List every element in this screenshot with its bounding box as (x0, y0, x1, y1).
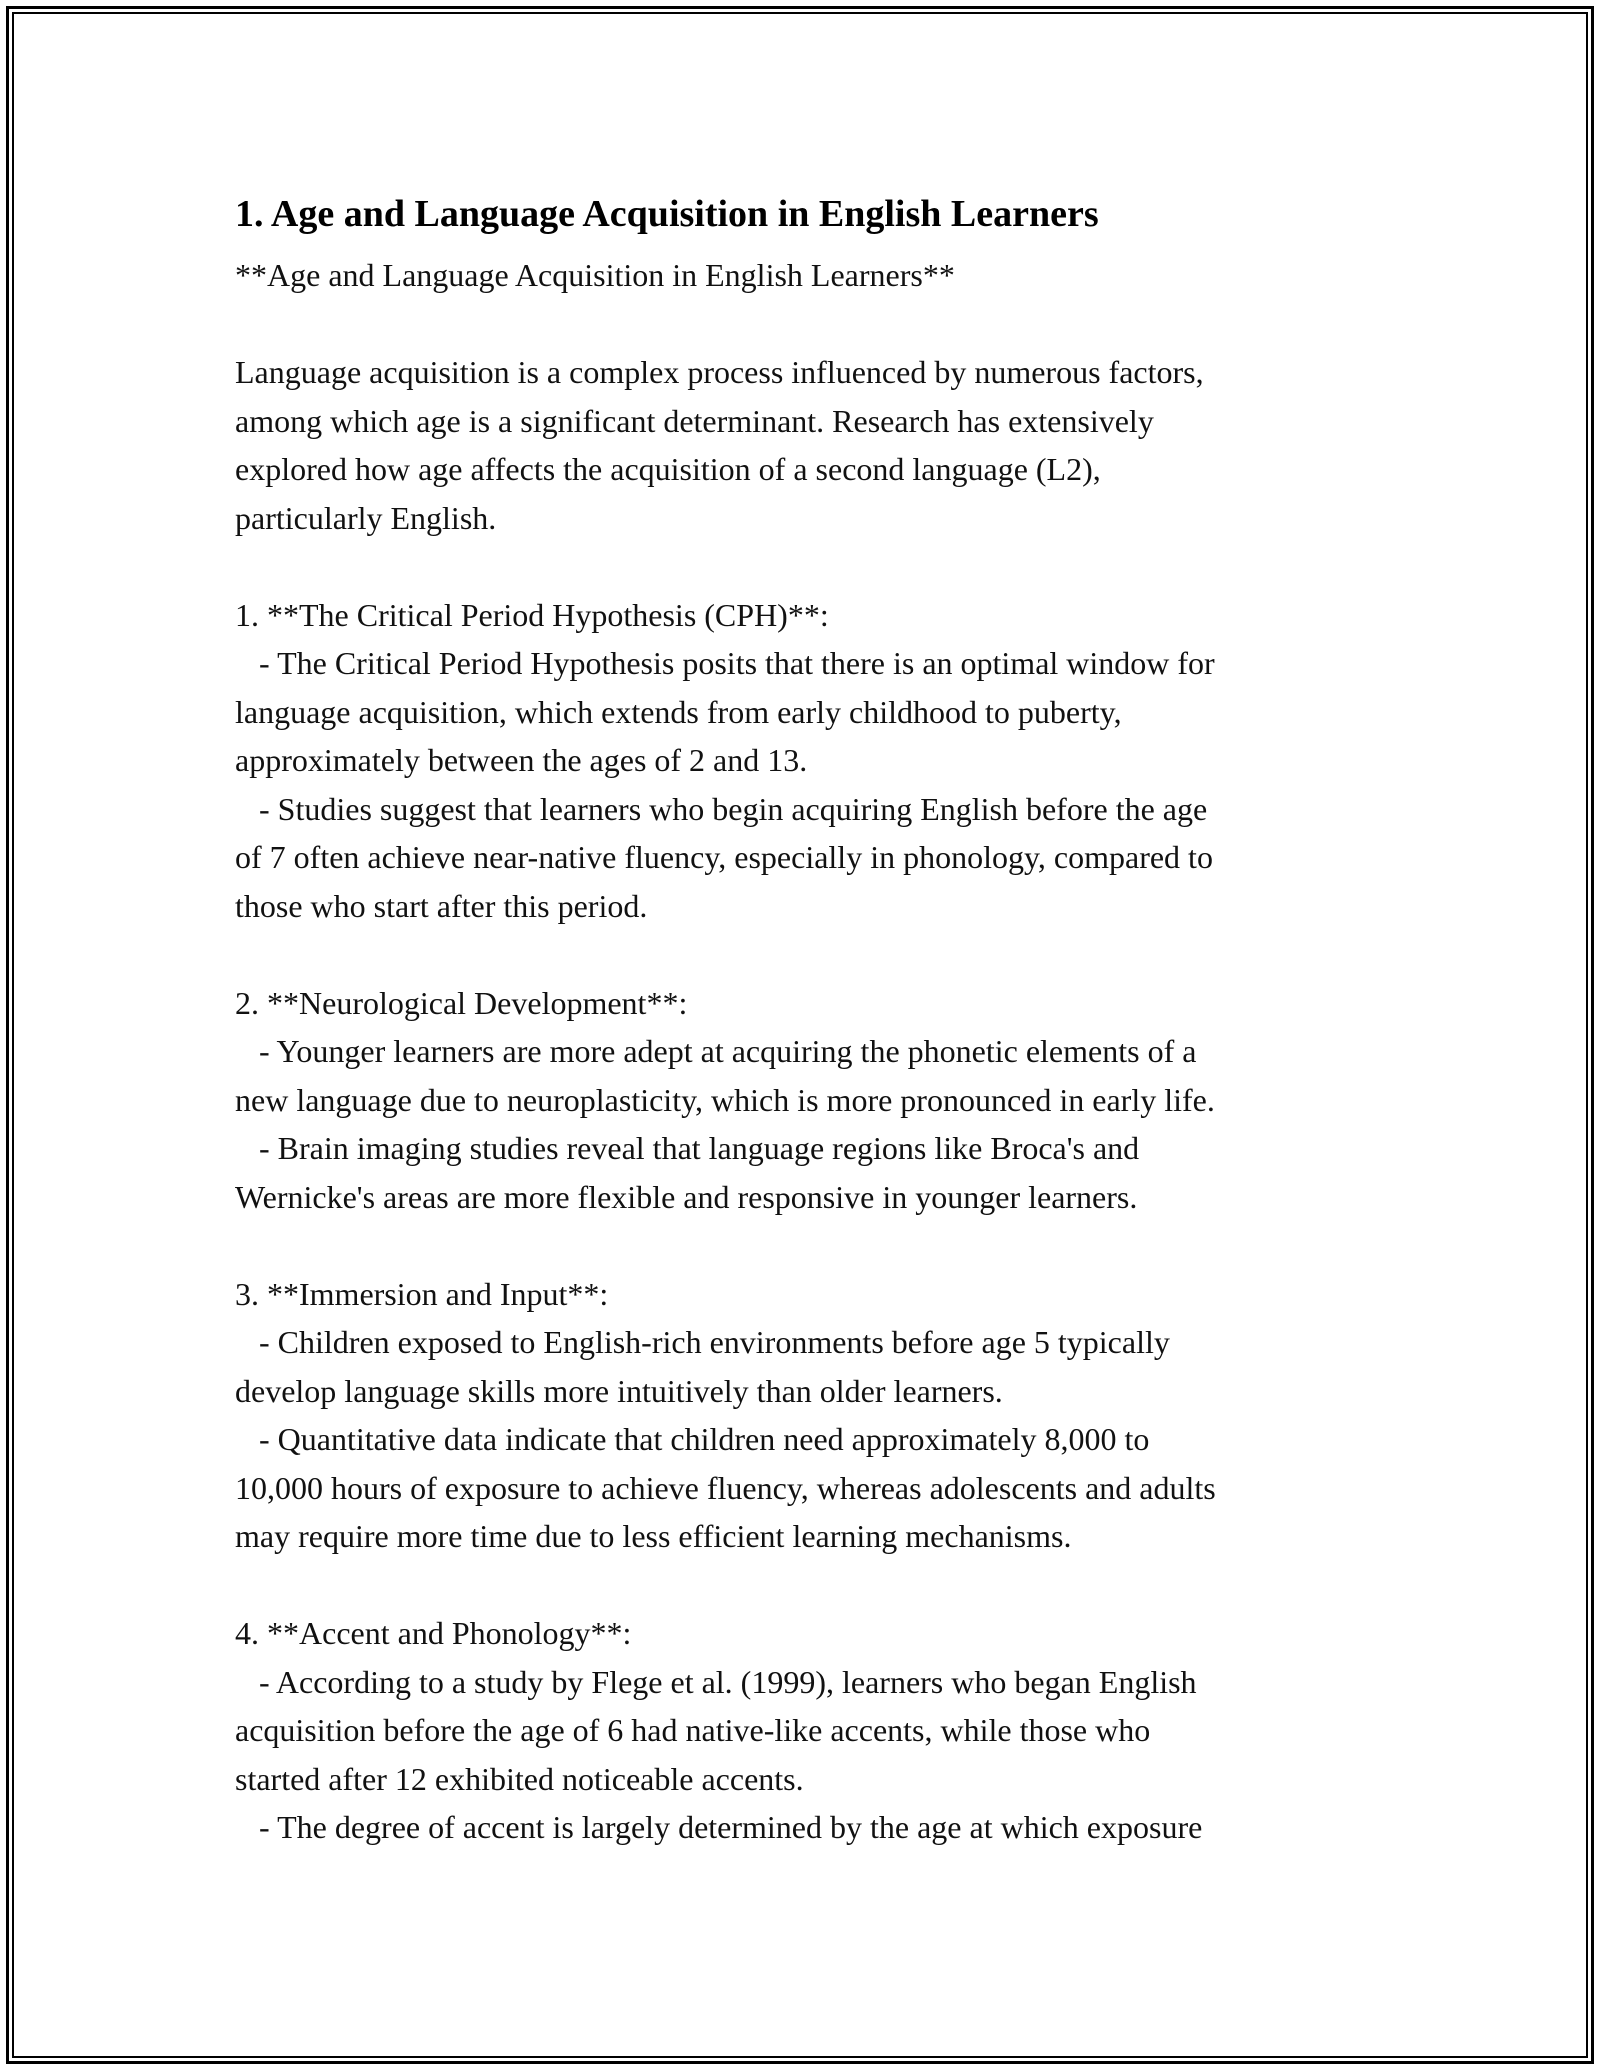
document-body-text: **Age and Language Acquisition in English Learners** Language acquisition is a complex process influenced by numerous factors, among which age is a significant determinant. Research has extensively explored how age affects the acquisition of a second language (L2), particularly English. 1. **The Critical Period Hypothesis (CPH)**: - The Critical Period Hypothesis posits that there is an optimal window for language acquisition, which extends from early childhood to puberty, approximately between the ages of 2 and 13. - Studies suggest that learners who begin acquiring English before the age of 7 often achieve near-native fluency, especially in phonology, compared to those who start after this period. 2. **Neurological Development**: - Younger learners are more adept at acquiring the phonetic elements of a new language due to neuroplasticity, which is more pronounced in early life. - Brain imaging studies reveal that language regions like Broca's and Wernicke's areas are more flexible and responsive in younger learners. 3. **Immersion and Input**: - Children exposed to English-rich environments before age 5 typically develop language skills more intuitively than older learners. - Quantitative data indicate that children need approximately 8,000 to 10,000 hours of exposure to achieve fluency, whereas adolescents and adults may require more time due to less efficient learning mechanisms. 4. **Accent and Phonology**: - According to a study by Flege et al. (1999), learners who began English acquisition before the age of 6 had native-like accents, while those who started after 12 exhibited noticeable accents. - The degree of accent is largely determined by the age at which exposure (235, 257, 1216, 1845)
document-heading: 1. Age and Language Acquisition in English Learners (235, 193, 1099, 235)
document-content (235, 185, 1385, 1852)
